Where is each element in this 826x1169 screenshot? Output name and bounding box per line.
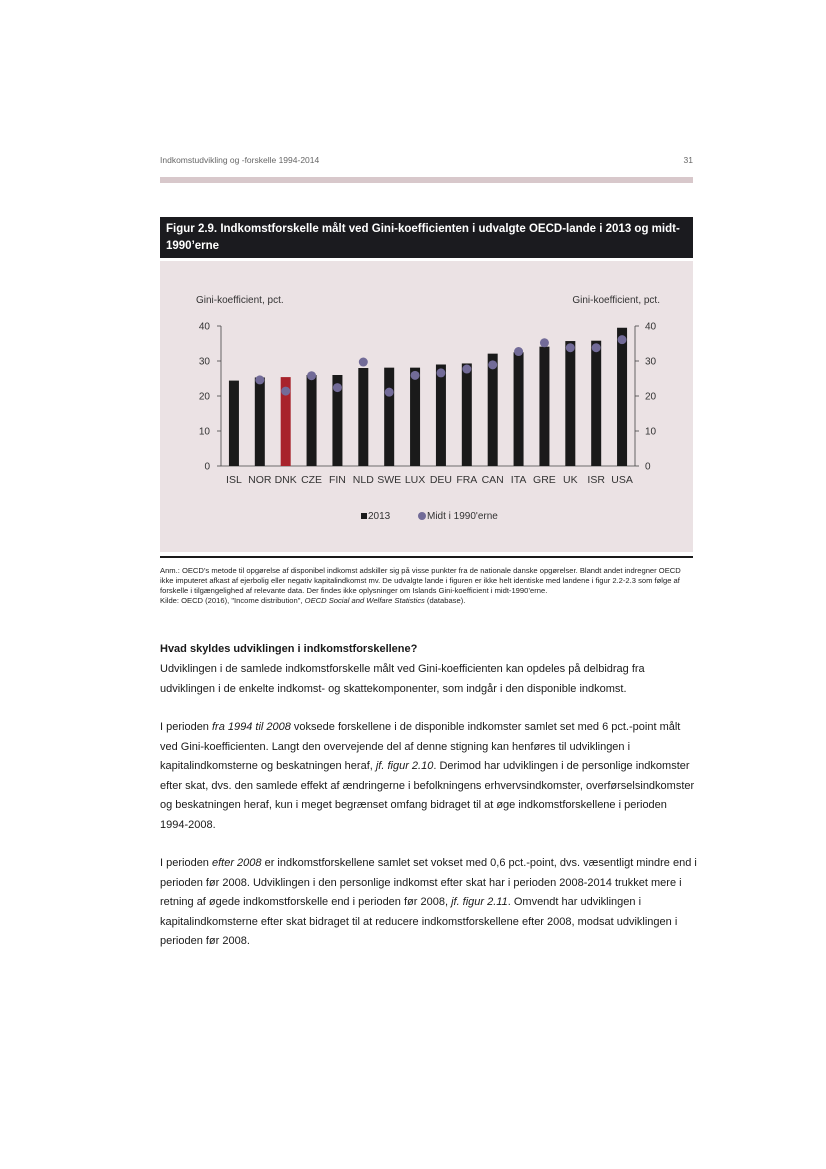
x-tick-label-isr: ISR: [587, 474, 605, 486]
y-tick-label-left: 20: [198, 391, 210, 403]
p3-ref-figure: jf. figur 2.11: [451, 896, 508, 908]
p3-part-b: efter 2008: [211, 857, 262, 869]
y-tick-label-right: 10: [645, 426, 657, 438]
bar-nor: [255, 377, 265, 466]
marker-1990s-isr: [592, 343, 601, 352]
x-tick-label-isl: ISL: [226, 474, 242, 486]
bar-swe: [384, 368, 394, 466]
legend-marker-1990s: [418, 512, 426, 520]
marker-1990s-nld: [359, 358, 368, 367]
legend-label-1990s: Midt i 1990'erne: [427, 511, 498, 522]
figure-panel: [160, 261, 693, 552]
x-tick-label-fra: FRA: [456, 474, 478, 486]
marker-1990s-usa: [618, 335, 627, 344]
paragraph-2: [160, 718, 698, 835]
bar-cze: [307, 375, 317, 466]
x-tick-label-cze: CZE: [301, 474, 323, 486]
p2-part-e: . Derimod har udviklingen i de personlige indkomster efter skat, dvs. den samlede effekt af ændringerne i befolkningens erhvervsindkomster, overførselsindkomster og beskatningen heraf, kun i meget begrænset omfang bidraget til at øge indkomstforskellene i perioden 1994-2008.: [160, 760, 695, 831]
bar-uk: [565, 341, 575, 466]
y-tick-label-left: 30: [198, 356, 210, 368]
x-tick-label-lux: LUX: [404, 474, 426, 486]
bar-gre: [539, 347, 549, 466]
marker-1990s-gre: [540, 338, 549, 347]
gini-chart: [160, 261, 693, 552]
marker-1990s-swe: [385, 388, 394, 397]
y-axis-label-left: Gini-koefficient, pct.: [196, 295, 284, 306]
marker-1990s-deu: [436, 368, 445, 377]
legend-label-2013: 2013: [368, 511, 391, 522]
bar-nld: [358, 368, 368, 466]
paragraph-1: Udviklingen i de samlede indkomstforskelle målt ved Gini-koefficienten kan opdeles på delbidrag fra udviklingen i de enkelte indkomst- og skattekomponenter, som indgår i den disponible indkomst.: [160, 663, 645, 695]
marker-1990s-can: [488, 360, 497, 369]
y-tick-label-left: 10: [198, 426, 210, 438]
y-tick-label-left: 0: [204, 461, 210, 473]
y-axis-label-right: Gini-koefficient, pct.: [572, 295, 660, 306]
figure-bottom-rule: [160, 556, 693, 558]
y-tick-label-right: 40: [645, 321, 657, 333]
bar-fra: [462, 363, 472, 466]
marker-1990s-fin: [333, 383, 342, 392]
bar-usa: [617, 328, 627, 466]
x-tick-label-nld: NLD: [352, 474, 374, 486]
marker-1990s-nor: [255, 375, 264, 384]
marker-1990s-cze: [307, 371, 316, 380]
bar-ita: [514, 352, 524, 466]
x-tick-label-ita: ITA: [510, 474, 527, 486]
bar-isr: [591, 341, 601, 466]
note-kilde-prefix: Kilde: OECD (2016), "Income distribution",: [160, 596, 305, 605]
marker-1990s-lux: [411, 371, 420, 380]
bar-lux: [410, 368, 420, 466]
x-tick-label-can: CAN: [481, 474, 504, 486]
bar-can: [488, 354, 498, 466]
marker-1990s-fra: [462, 365, 471, 374]
marker-1990s-uk: [566, 343, 575, 352]
p3-part-e: . Omvendt har udviklingen i kapitalindkomsterne efter skat bidraget til at reducere indkomstforskellene efter 2008, modsat udviklingen i perioden før 2008.: [160, 896, 678, 947]
marker-1990s-dnk: [281, 387, 290, 396]
x-tick-label-fin: FIN: [328, 474, 346, 486]
section-heading: Hvad skyldes udviklingen i indkomstforskellene?: [160, 643, 418, 655]
y-tick-label-left: 40: [198, 321, 210, 333]
page-number: 31: [683, 155, 693, 165]
y-tick-label-right: 30: [645, 356, 657, 368]
running-header: [160, 155, 693, 165]
legend-swatch-2013: [361, 513, 367, 519]
p2-part-c: voksede forskellene i de disponible indkomster samlet set med 6 pct.-point målt ved Gini-koefficienten. Langt den overvejende del af denne stigning kan henføres til udviklingen i kapitalindkomsterne og beskatningen heraf,: [160, 721, 681, 772]
p2-ref-figure: jf. figur 2.10: [375, 760, 434, 772]
paragraph-3: [160, 854, 698, 952]
y-tick-label-right: 20: [645, 391, 657, 403]
marker-1990s-ita: [514, 347, 523, 356]
x-tick-label-usa: USA: [611, 474, 633, 486]
figure-title: Figur 2.9. Indkomstforskelle målt ved Gini-koefficienten i udvalgte OECD-lande i 2013 og midt-1990’erne: [160, 217, 693, 258]
note-anm: Anm.: OECD’s metode til opgørelse af disponibel indkomst adskiller sig på visse punkter fra de nationale danske opgørelser. Blandt andet indregner OECD ikke imputeret afkast af ejerbolig eller negativ kapitalindkomst mv. De udvalgte lande i figuren er ikke helt identiske med landene i figur 2.2-2.3 som følge af forskelle i tilgængelighed af relevante data. Der findes ikke oplysninger om Islands Gini-koefficient i midt-1990’erne.: [160, 566, 681, 595]
header-rule: [160, 177, 693, 183]
p2-part-a: I perioden: [160, 721, 212, 733]
note-kilde-suffix: (database).: [424, 596, 466, 605]
x-tick-label-swe: SWE: [377, 474, 402, 486]
x-tick-label-nor: NOR: [248, 474, 272, 486]
running-header-title: Indkomstudvikling og -forskelle 1994-2014: [160, 155, 320, 165]
x-tick-label-uk: UK: [563, 474, 578, 486]
p2-part-b: fra 1994 til 2008: [211, 721, 291, 733]
x-tick-label-dnk: DNK: [274, 474, 297, 486]
p3-part-a: I perioden: [160, 857, 212, 869]
y-tick-label-right: 0: [645, 461, 651, 473]
bar-deu: [436, 365, 446, 467]
note-kilde: [160, 596, 693, 606]
bar-isl: [229, 381, 239, 466]
figure-notes: [160, 566, 693, 606]
p3-part-c: er indkomstforskellene samlet set vokset med 0,6 pct.-point, dvs. væsentligt mindre end i perioden før 2008. Udviklingen i den personlige indkomst efter skat har i perioden 2008-2014 trukket mere i retning af øgede indkomstforskelle end i perioden før 2008,: [160, 857, 697, 908]
x-tick-label-gre: GRE: [533, 474, 556, 486]
x-tick-label-deu: DEU: [429, 474, 453, 486]
note-kilde-title: OECD Social and Welfare Statistics: [304, 596, 425, 605]
